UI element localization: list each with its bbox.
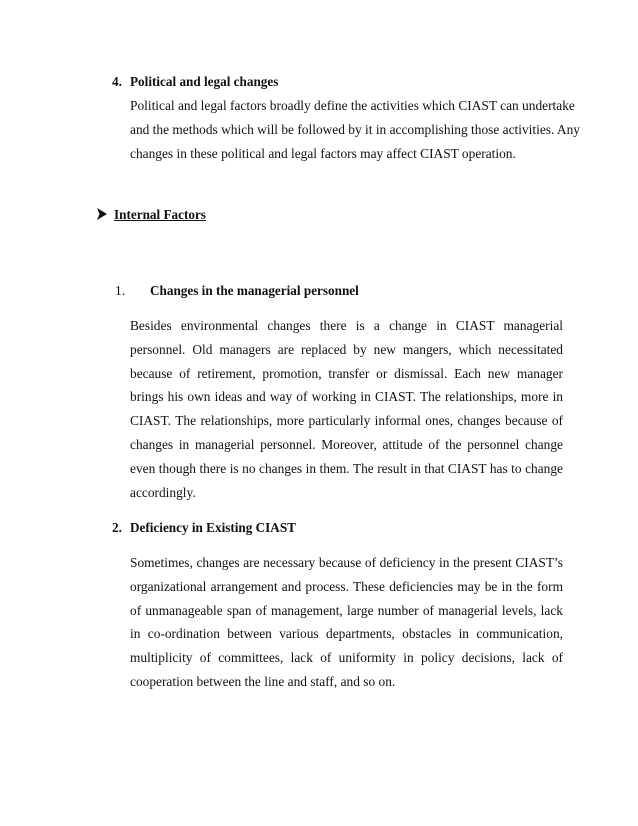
item-1-title: Changes in the managerial personnel	[150, 283, 359, 298]
arrow-bullet-icon	[97, 208, 107, 220]
item-1-paragraph: Besides environmental changes there is a change in CIAST managerial personnel. Old managers are replaced by new mangers, which necessitated because of retirement, promotion, transfer or dismissal. Each new manager brings his own ideas and way of working in CIAST. The relationships, more in CIAST. The relationships, more particularly informal ones, changes because of changes in managerial personnel. Moreover, attitude of the personnel change even though there is no changes in them. The result in that CIAST has to change accordingly.	[130, 318, 563, 500]
item-2-title: Deficiency in Existing CIAST	[130, 520, 296, 535]
section-4-number: 4.	[112, 74, 122, 89]
item-1-number: 1.	[115, 283, 126, 298]
section-4-title: Political and legal changes	[130, 74, 279, 89]
section-4-line-1: Political and legal factors broadly define the activities which CIAST can undertake	[130, 98, 575, 113]
section-4-paragraph	[130, 94, 580, 165]
section-4-line-2: and the methods which will be followed by it in accomplishing those activities. Any	[130, 121, 580, 137]
item-2-paragraph: Sometimes, changes are necessary because of deficiency in the present CIAST’s organizational arrangement and process. These deficiencies may be in the form of unmanageable span of management, large number of managerial levels, lack in co-ordination between various departments, obstacles in communication, multiplicity of committees, lack of uniformity in policy decisions, lack of cooperation between the line and staff, and so on.	[130, 555, 563, 689]
item-2-number: 2.	[112, 520, 122, 535]
section-4-line-3: changes in these political and legal factors may affect CIAST operation.	[130, 145, 516, 161]
internal-factors-heading: Internal Factors	[114, 207, 206, 222]
